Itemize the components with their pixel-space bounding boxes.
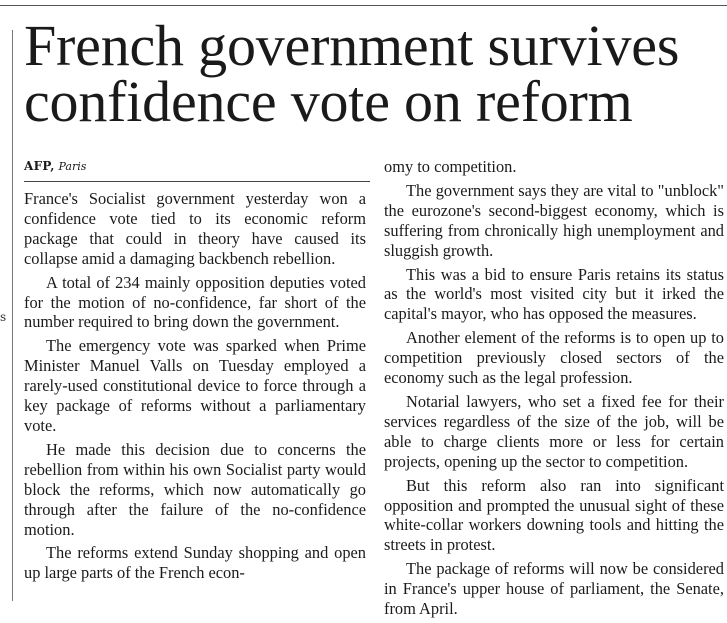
paragraph: The reforms extend Sunday shopping and open up large parts of the French econ- xyxy=(24,543,366,583)
byline xyxy=(24,159,86,174)
paragraph: This was a bid to ensure Paris retains its status as the world's most visited city but it irked the capital's mayor, who has opposed the measures. xyxy=(384,264,724,324)
paragraph: The package of reforms will now be considered in France's upper house of parliament, the Senate, from April. xyxy=(384,559,724,619)
paragraph: He made this decision due to concerns the rebellion from within his own Socialist party would block the reforms, which now automatically go through after the failure of the no-confidence motion. xyxy=(24,439,366,539)
headline: French government survives confidence vote on reform xyxy=(24,13,680,134)
paragraph: The emergency vote was sparked when Prime Minister Manuel Valls on Tuesday employed a rarely-used constitutional device to force through a key package of reforms without a parliamentary vote. xyxy=(24,336,366,435)
byline-agency: AFP, xyxy=(24,159,55,173)
paragraph: Another element of the reforms is to open up to competition previously closed sectors of the economy such as the legal profession. xyxy=(384,328,724,388)
article-column-right xyxy=(384,157,724,623)
paragraph: Notarial lawyers, who set a fixed fee for their services regardless of the size of the job, will be able to charge clients more or less for certain projects, opening up the sector to competition. xyxy=(384,391,724,471)
byline-rule xyxy=(24,181,370,182)
column-divider xyxy=(12,30,13,601)
margin-fragment: s xyxy=(0,310,7,324)
adjacent-column-edge xyxy=(0,0,14,601)
paragraph: France's Socialist government yesterday won a confidence vote tied to its economic reform package that could in theory have caused its collapse amid a damaging backbench rebellion. xyxy=(24,189,366,268)
article-column-left xyxy=(24,189,366,587)
top-rule xyxy=(0,5,727,6)
byline-place: Paris xyxy=(58,160,87,173)
paragraph: But this reform also ran into significant opposition and prompted the unusual sight of these white-collar workers downing tools and hitting the streets in protest. xyxy=(384,475,724,555)
paragraph: The government says they are vital to "unblock" the eurozone's second-biggest economy, which is suffering from chronically high unemployment and sluggish growth. xyxy=(384,180,724,260)
paragraph: omy to competition. xyxy=(384,157,517,176)
paragraph: A total of 234 mainly opposition deputies voted for the motion of no-confidence, far short of the number required to bring down the government. xyxy=(24,272,366,332)
